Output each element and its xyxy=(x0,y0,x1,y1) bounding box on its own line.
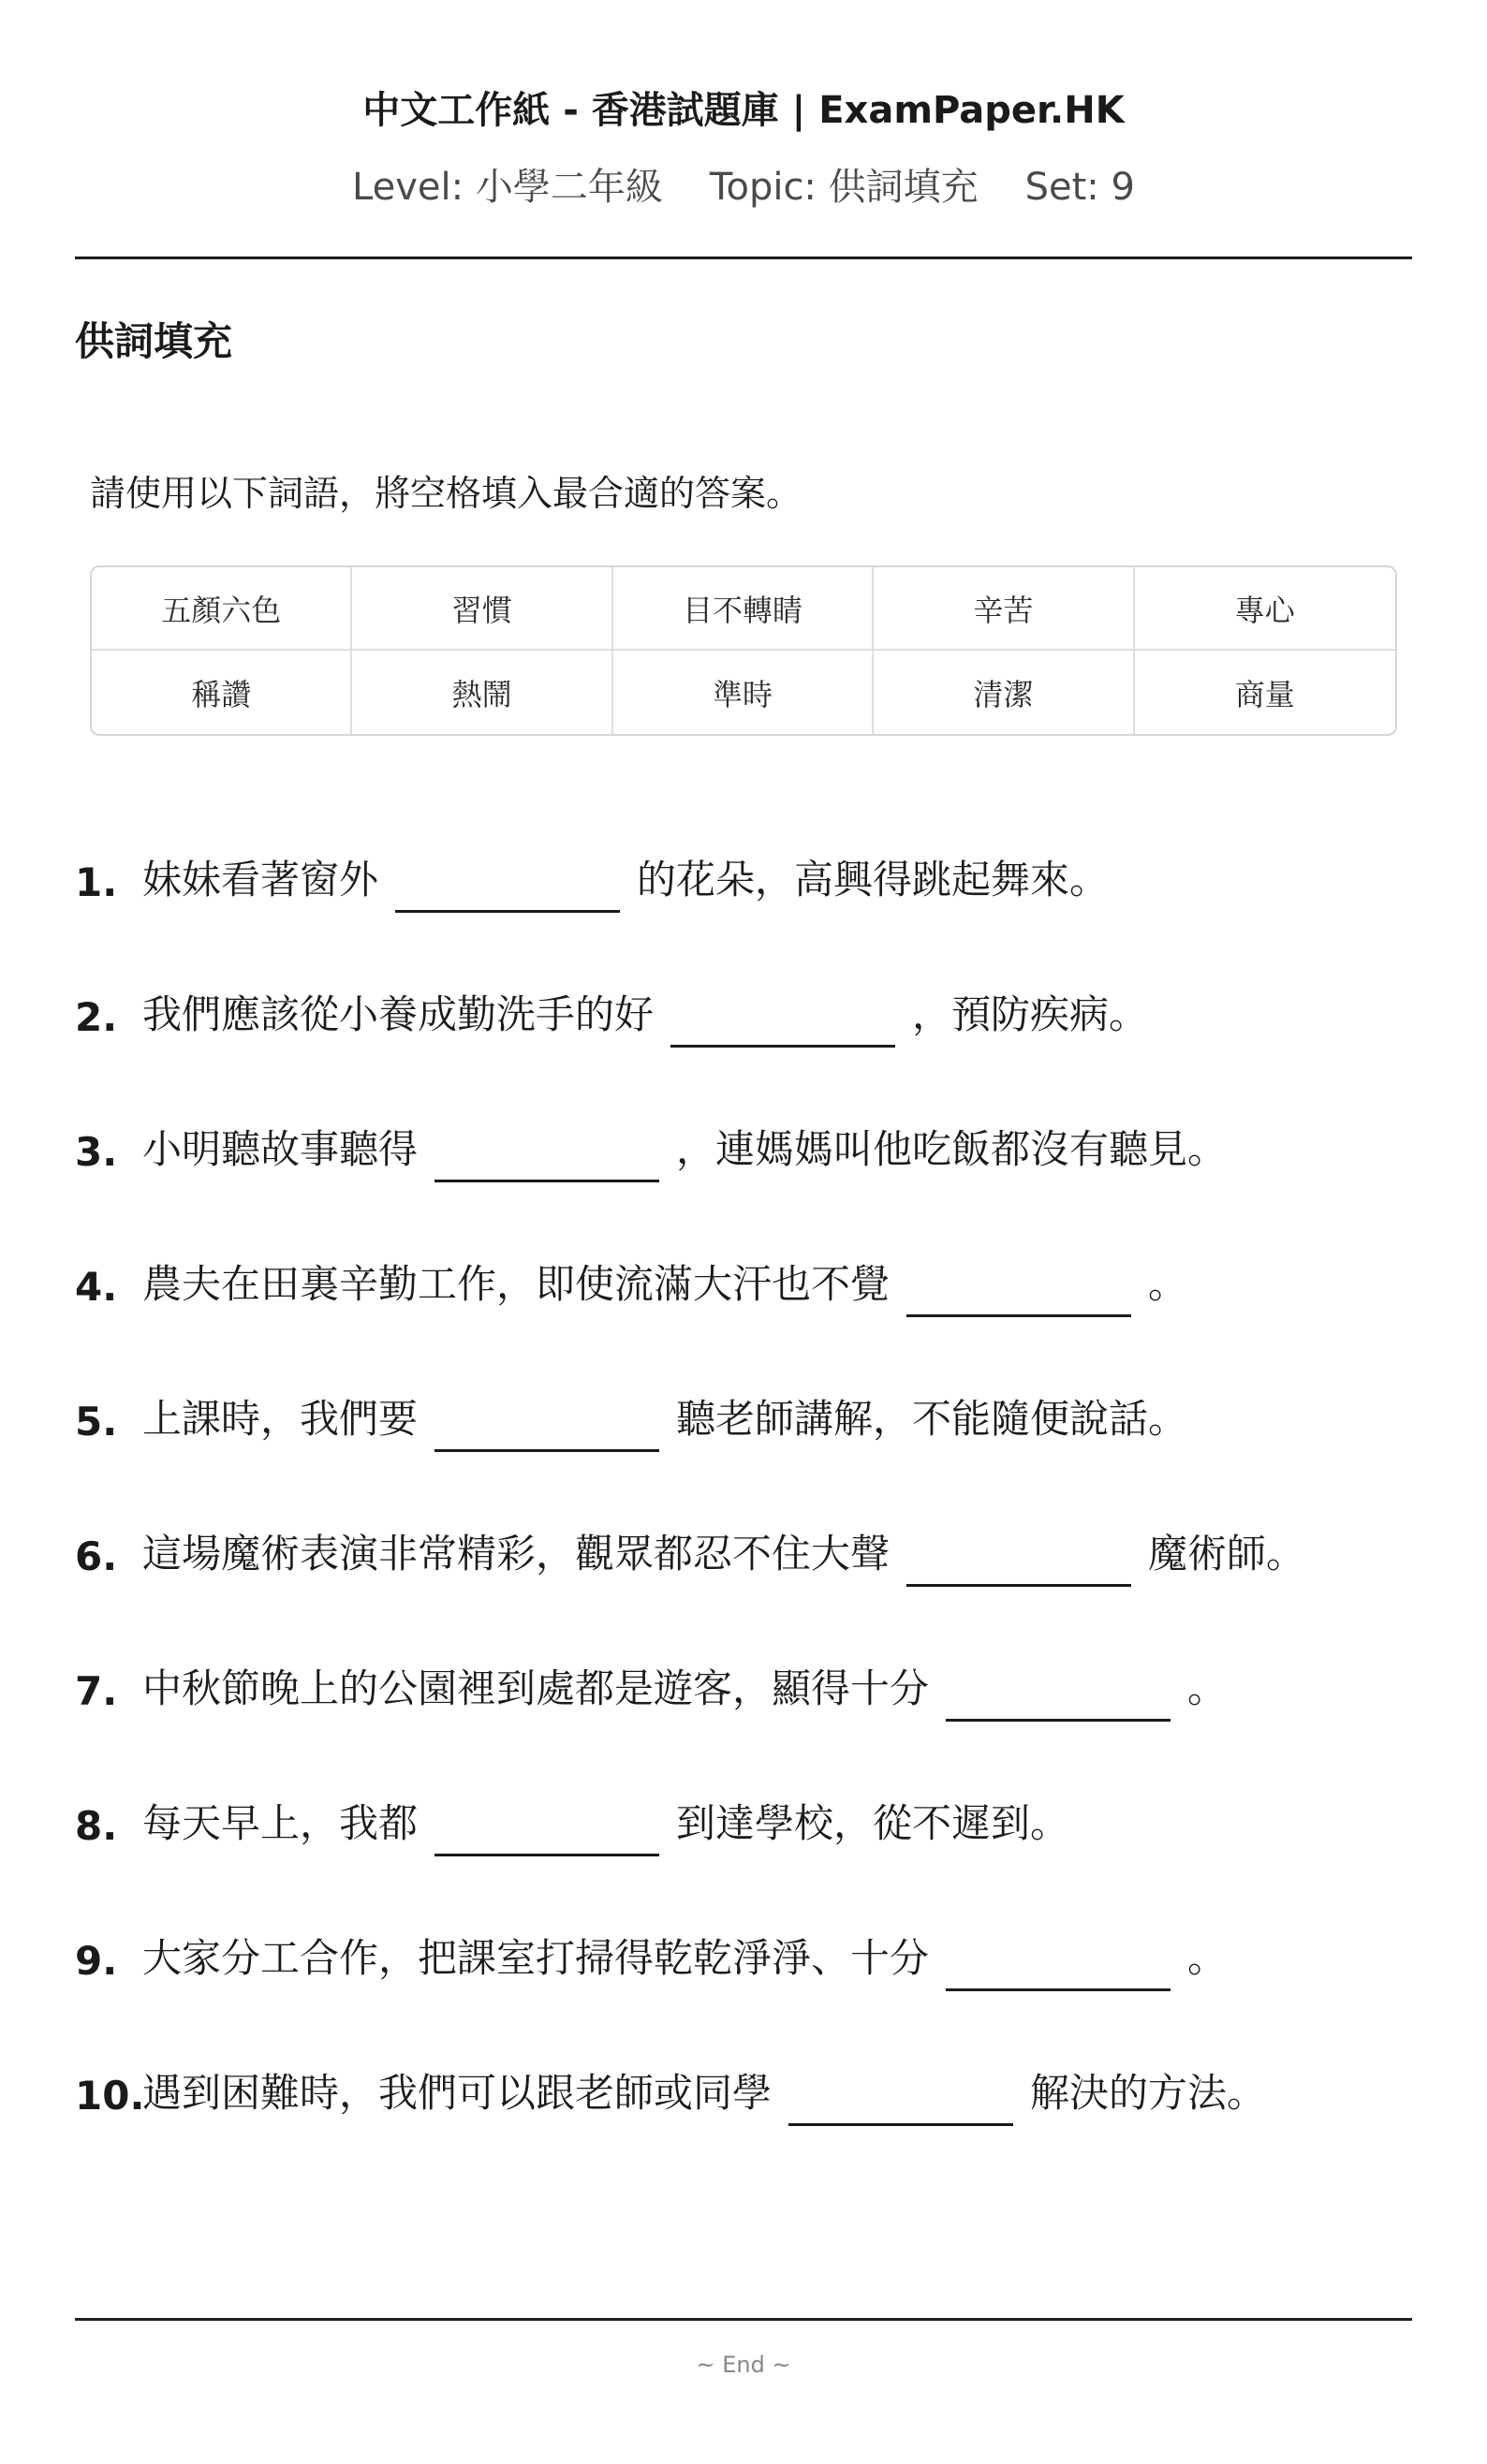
question-item xyxy=(75,1249,1412,1384)
word-bank-cell: 五顏六色 xyxy=(92,567,352,651)
question-list xyxy=(75,844,1412,2193)
answer-blank[interactable] xyxy=(788,2080,1013,2126)
question-text-after: 解決的方法。 xyxy=(1030,2070,1267,2116)
question-text-before: 我們應該從小養成勤洗手的好 xyxy=(142,991,655,1037)
question-number: 6. xyxy=(75,1533,118,1579)
word-bank-cell: 商量 xyxy=(1234,676,1295,712)
question-item xyxy=(75,844,1412,979)
question-text xyxy=(142,1797,1070,1846)
question-text xyxy=(142,1258,1188,1307)
level-label: Level: 小學二年級 xyxy=(352,166,663,209)
question-text-before: 每天早上，我都 xyxy=(142,1800,419,1846)
header-divider xyxy=(75,257,1412,259)
question-text-before: 這場魔術表演非常精彩，觀眾都忍不住大聲 xyxy=(142,1531,891,1577)
question-number: 10. xyxy=(75,2073,145,2119)
word-bank-cell: 目不轉睛 xyxy=(613,567,874,651)
answer-blank[interactable] xyxy=(906,1271,1131,1317)
question-text-after: 魔術師。 xyxy=(1148,1531,1306,1577)
word-bank-cell: 準時 xyxy=(613,651,874,734)
question-number: 4. xyxy=(75,1264,118,1310)
question-text-before: 小明聽故事聽得 xyxy=(142,1126,419,1172)
question-text-after: 。 xyxy=(1187,1665,1228,1711)
footer-divider xyxy=(75,2318,1412,2321)
question-number: 8. xyxy=(75,1803,118,1849)
section-title: 供詞填充 xyxy=(75,318,233,364)
answer-blank[interactable] xyxy=(434,1137,659,1182)
question-number: 5. xyxy=(75,1399,118,1445)
question-item xyxy=(75,1653,1412,1788)
instruction-text: 請使用以下詞語，將空格填入最合適的答案。 xyxy=(90,473,802,514)
worksheet-title: 中文工作紙 - 香港試題庫 | ExamPaper.HK xyxy=(362,89,1125,132)
question-text-before: 中秋節晚上的公園裡到處都是遊客，顯得十分 xyxy=(142,1665,930,1711)
worksheet-meta xyxy=(75,166,1412,209)
worksheet-page xyxy=(75,0,1412,2464)
question-text xyxy=(142,1932,1228,1981)
question-text xyxy=(142,854,1109,900)
question-text-before: 大家分工合作，把課室打掃得乾乾淨淨、十分 xyxy=(142,1935,930,1981)
question-text xyxy=(142,1663,1227,1709)
question-text xyxy=(142,2067,1267,2116)
question-item xyxy=(75,2058,1412,2193)
question-number: 9. xyxy=(75,1938,118,1984)
question-text xyxy=(142,1393,1188,1442)
word-bank-cell: 習慣 xyxy=(352,567,612,651)
word-bank-cell: 熱鬧 xyxy=(352,651,612,734)
word-bank-cell: 清潔 xyxy=(874,651,1134,734)
question-item xyxy=(75,1114,1412,1249)
question-item xyxy=(75,1384,1412,1518)
question-text-after: 到達學校，從不遲到。 xyxy=(676,1800,1070,1846)
question-text-after: 。 xyxy=(1148,1261,1188,1307)
question-item xyxy=(75,1518,1412,1653)
question-text-before: 上課時，我們要 xyxy=(142,1396,419,1442)
word-bank-cell: 專心 xyxy=(1135,567,1395,651)
question-number: 2. xyxy=(75,994,118,1040)
answer-blank[interactable] xyxy=(434,1406,659,1452)
word-bank-cell: 辛苦 xyxy=(874,567,1134,651)
question-text-before: 農夫在田裏辛勤工作，即使流滿大汗也不覺 xyxy=(142,1261,891,1307)
question-number: 1. xyxy=(75,859,118,905)
word-bank-cell: 稱讚 xyxy=(92,651,352,734)
answer-blank[interactable] xyxy=(946,1945,1170,1991)
question-text xyxy=(142,989,1149,1037)
question-item xyxy=(75,1923,1412,2058)
question-text-before: 妹妹看著窗外 xyxy=(142,857,379,902)
set-label: Set: 9 xyxy=(1024,166,1135,209)
question-text xyxy=(142,1123,1228,1172)
question-number: 7. xyxy=(75,1668,118,1714)
question-number: 3. xyxy=(75,1129,118,1175)
word-bank-table xyxy=(90,565,1397,736)
answer-blank[interactable] xyxy=(946,1676,1170,1722)
answer-blank[interactable] xyxy=(906,1541,1131,1587)
answer-blank[interactable] xyxy=(670,1002,895,1048)
answer-blank[interactable] xyxy=(434,1811,659,1856)
answer-blank[interactable] xyxy=(395,867,620,913)
question-text-after: 聽老師講解，不能隨便說話。 xyxy=(676,1396,1188,1442)
question-item xyxy=(75,1788,1412,1923)
question-text xyxy=(142,1528,1306,1577)
question-text-before: 遇到困難時，我們可以跟老師或同學 xyxy=(142,2070,773,2116)
question-text-after: 的花朵，高興得跳起舞來。 xyxy=(637,857,1110,902)
topic-label: Topic: 供詞填充 xyxy=(709,166,979,209)
question-text-after: 。 xyxy=(1187,1935,1228,1981)
worksheet-header xyxy=(75,0,1412,209)
question-item xyxy=(75,979,1412,1114)
question-text-after: ，預防疾病。 xyxy=(912,991,1149,1037)
question-text-after: ，連媽媽叫他吃飯都沒有聽見。 xyxy=(676,1126,1228,1172)
footer-end-label: ~ End ~ xyxy=(696,2352,791,2378)
